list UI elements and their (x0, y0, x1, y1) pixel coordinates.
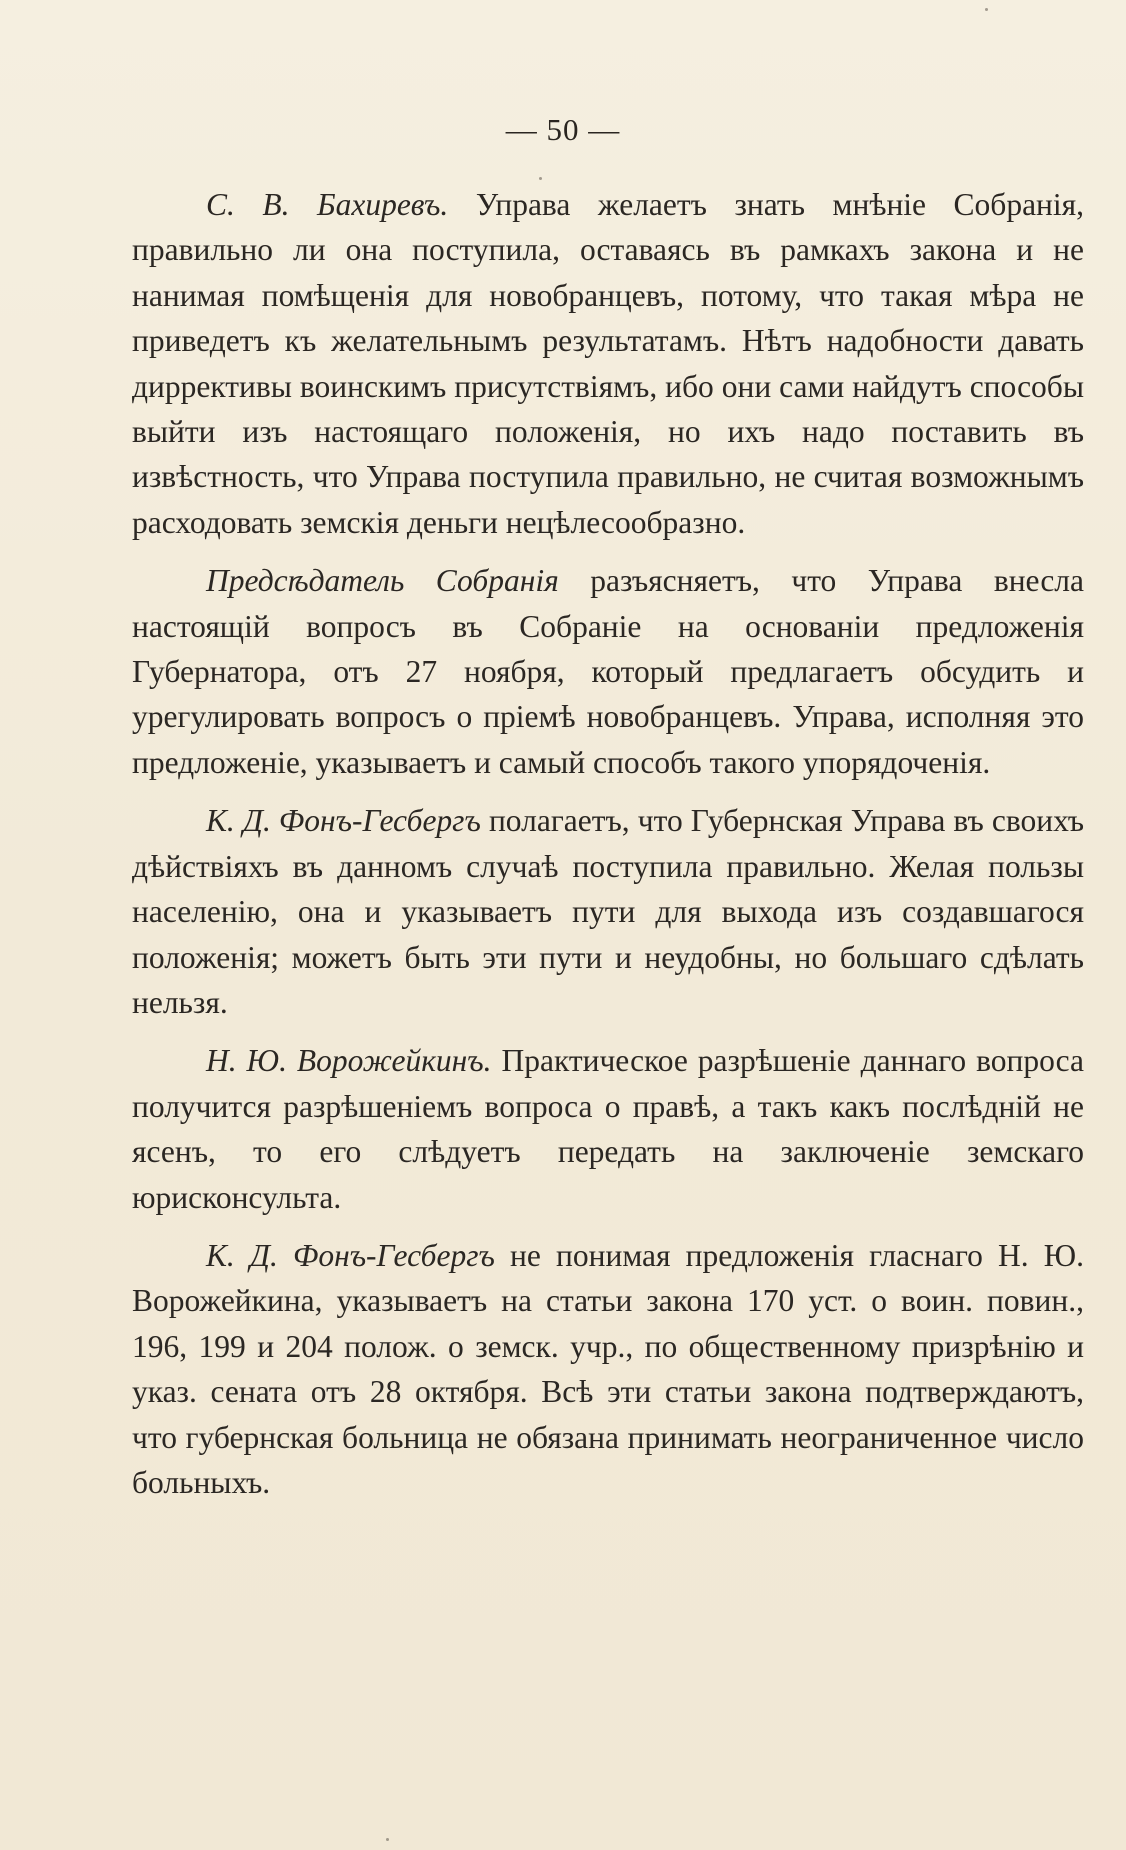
paragraph-text: Управа желаетъ знать мнѣніе Собранія, правильно ли она поступила, оставаясь въ рамкахъ закона и не нанимая помѣщенія для новобранцевъ, потому, что такая мѣра не приведетъ къ желательнымъ результатамъ. Нѣтъ надобности давать диррективы воинскимъ присутствіямъ, ибо они сами найдутъ способы выйти изъ настоящаго положенія, но ихъ надо поставить въ извѣстность, что Управа поступила правильно, не считая возможнымъ расходовать земскія деньги нецѣлесообразно. (132, 187, 1085, 540)
paragraph-text: Практическое разрѣшеніе даннаго вопроса получится разрѣшеніемъ вопроса о правѣ, а такъ какъ послѣдній не ясенъ, то его слѣдуетъ передать на заключеніе земскаго юрисконсульта. (132, 1043, 1084, 1215)
speaker-name: С. В. Бахиревъ. (206, 187, 449, 222)
speaker-name: К. Д. Фонъ-Гесбергъ (206, 803, 481, 839)
paragraph-vorozheikin (132, 1038, 1084, 1220)
paragraph-text: разъясняетъ, что Управа внесла настоящій вопросъ въ Собраніе на основаніи предложенія Губернатора, отъ 27 ноября, который предлагаетъ обсудить и урегулировать вопросъ о пріемѣ новобранцевъ. Управа, исполняя это предложеніе, указываетъ и самый способъ такого упорядоченія. (132, 563, 1084, 780)
paragraph-chairman (132, 558, 1084, 785)
page-number: — 50 — (505, 112, 621, 147)
speaker-name: Предсѣдатель Собранія (206, 563, 559, 599)
paragraph-von-gesberg-1 (132, 798, 1084, 1025)
speaker-name: Н. Ю. Ворожейкинъ. (206, 1043, 492, 1079)
paragraph-bakhirev (132, 182, 1084, 545)
print-speck (539, 177, 542, 180)
speaker-name: К. Д. Фонъ-Гесбергъ (206, 1237, 495, 1273)
paragraph-von-gesberg-2 (132, 1233, 1084, 1505)
print-speck (386, 1838, 389, 1841)
paragraph-text: не понимая предложенія гласнаго Н. Ю. Ворожейкина, указываетъ на статьи закона 170 уст. о воин. повин., 196, 199 и 204 полож. о земск. учр., по общественному призрѣнію и указ. сената отъ 28 октября. Всѣ эти статьи закона подтверждаютъ, что губернская больница не обязана принимать неограниченное число больныхъ. (132, 1237, 1085, 1500)
page-body (132, 182, 1084, 1518)
print-speck (985, 8, 988, 11)
paragraph-text: полагаетъ, что Губернская Управа въ своихъ дѣйствіяхъ въ данномъ случаѣ поступила правильно. Желая пользы населенію, она и указываетъ пути для выхода изъ создавшагося положенія; можетъ быть эти пути и неудобны, но большаго сдѣлать нельзя. (132, 803, 1084, 1020)
